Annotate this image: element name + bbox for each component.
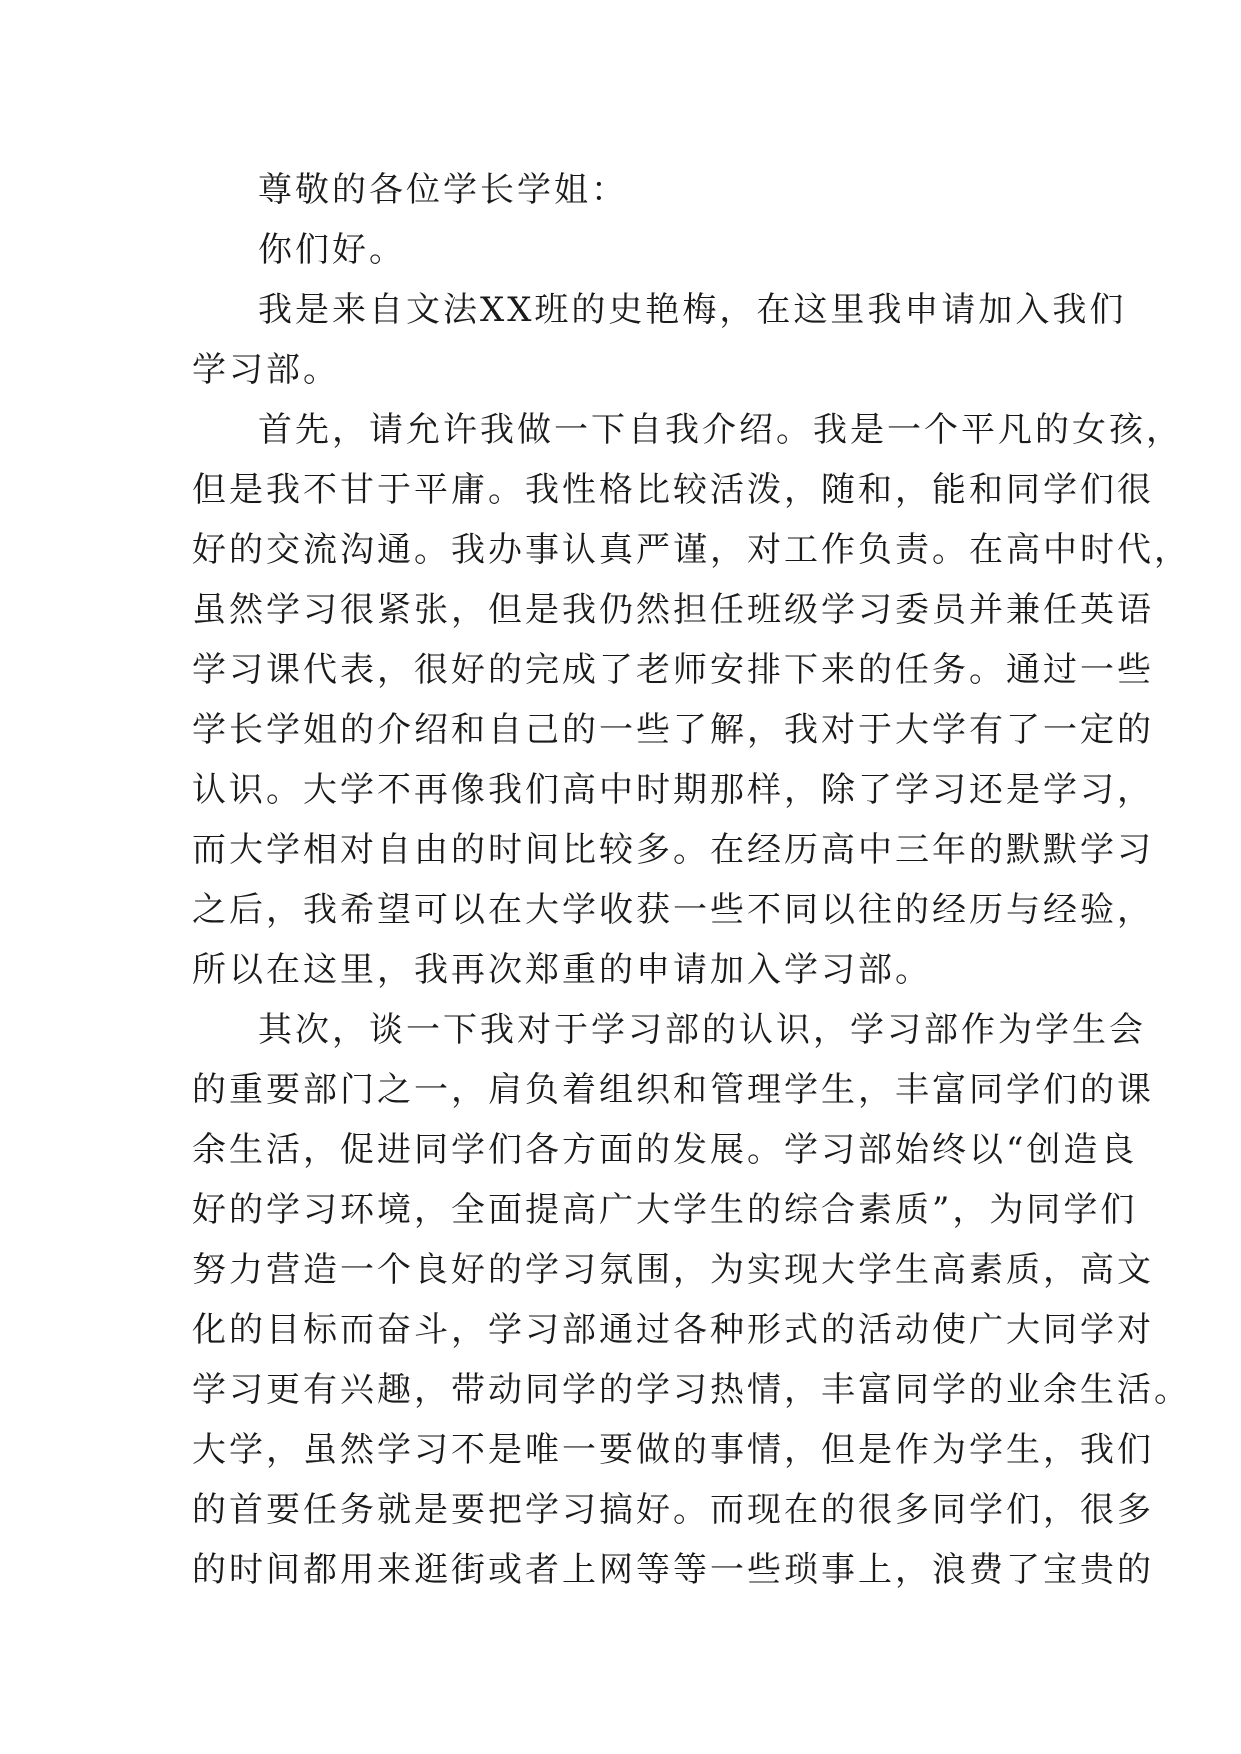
salutation: 尊敬的各位学长学姐：: [258, 170, 628, 210]
paragraph-line: 化的目标而奋斗，学习部通过各种形式的活动使广大同学对: [192, 1310, 1154, 1350]
paragraph-line: 学习更有兴趣，带动同学的学习热情，丰富同学的业余生活。: [192, 1370, 1191, 1410]
paragraph-line: 我是来自文法XX班的史艳梅，在这里我申请加入我们: [258, 290, 1127, 330]
paragraph-line: 余生活，促进同学们各方面的发展。学习部始终以“创造良: [192, 1130, 1138, 1170]
paragraph-line: 虽然学习很紧张，但是我仍然担任班级学习委员并兼任英语: [192, 590, 1154, 630]
paragraph-line: 的首要任务就是要把学习搞好。而现在的很多同学们，很多: [192, 1490, 1154, 1530]
paragraph-line: 努力营造一个良好的学习氛围，为实现大学生高素质，高文: [192, 1250, 1154, 1290]
paragraph-line: 其次，谈一下我对于学习部的认识，学习部作为学生会: [258, 1010, 1146, 1050]
paragraph-line: 首先，请允许我做一下自我介绍。我是一个平凡的女孩，: [258, 410, 1183, 450]
paragraph-line: 学长学姐的介绍和自己的一些了解，我对于大学有了一定的: [192, 710, 1154, 750]
paragraph-line: 好的学习环境，全面提高广大学生的综合素质”，为同学们: [192, 1190, 1138, 1230]
paragraph-line: 大学，虽然学习不是唯一要做的事情，但是作为学生，我们: [192, 1430, 1154, 1470]
letter-body: [192, 160, 1191, 1600]
paragraph-line: 而大学相对自由的时间比较多。在经历高中三年的默默学习: [192, 830, 1154, 870]
paragraph-line: 之后，我希望可以在大学收获一些不同以往的经历与经验，: [192, 890, 1154, 930]
paragraph-line: 的重要部门之一，肩负着组织和管理学生，丰富同学们的课: [192, 1070, 1154, 1110]
paragraph-line: 但是我不甘于平庸。我性格比较活泼，随和，能和同学们很: [192, 470, 1154, 510]
paragraph-line: 学习课代表，很好的完成了老师安排下来的任务。通过一些: [192, 650, 1154, 690]
paragraph-line: 所以在这里，我再次郑重的申请加入学习部。: [192, 950, 932, 990]
paragraph-line: 学习部。: [192, 350, 340, 390]
greeting: 你们好。: [258, 230, 406, 270]
paragraph-line: 认识。大学不再像我们高中时期那样，除了学习还是学习，: [192, 770, 1154, 810]
paragraph-line: 的时间都用来逛街或者上网等等一些琐事上，浪费了宝贵的: [192, 1550, 1154, 1590]
paragraph-line: 好的交流沟通。我办事认真严谨，对工作负责。在高中时代，: [192, 530, 1191, 570]
